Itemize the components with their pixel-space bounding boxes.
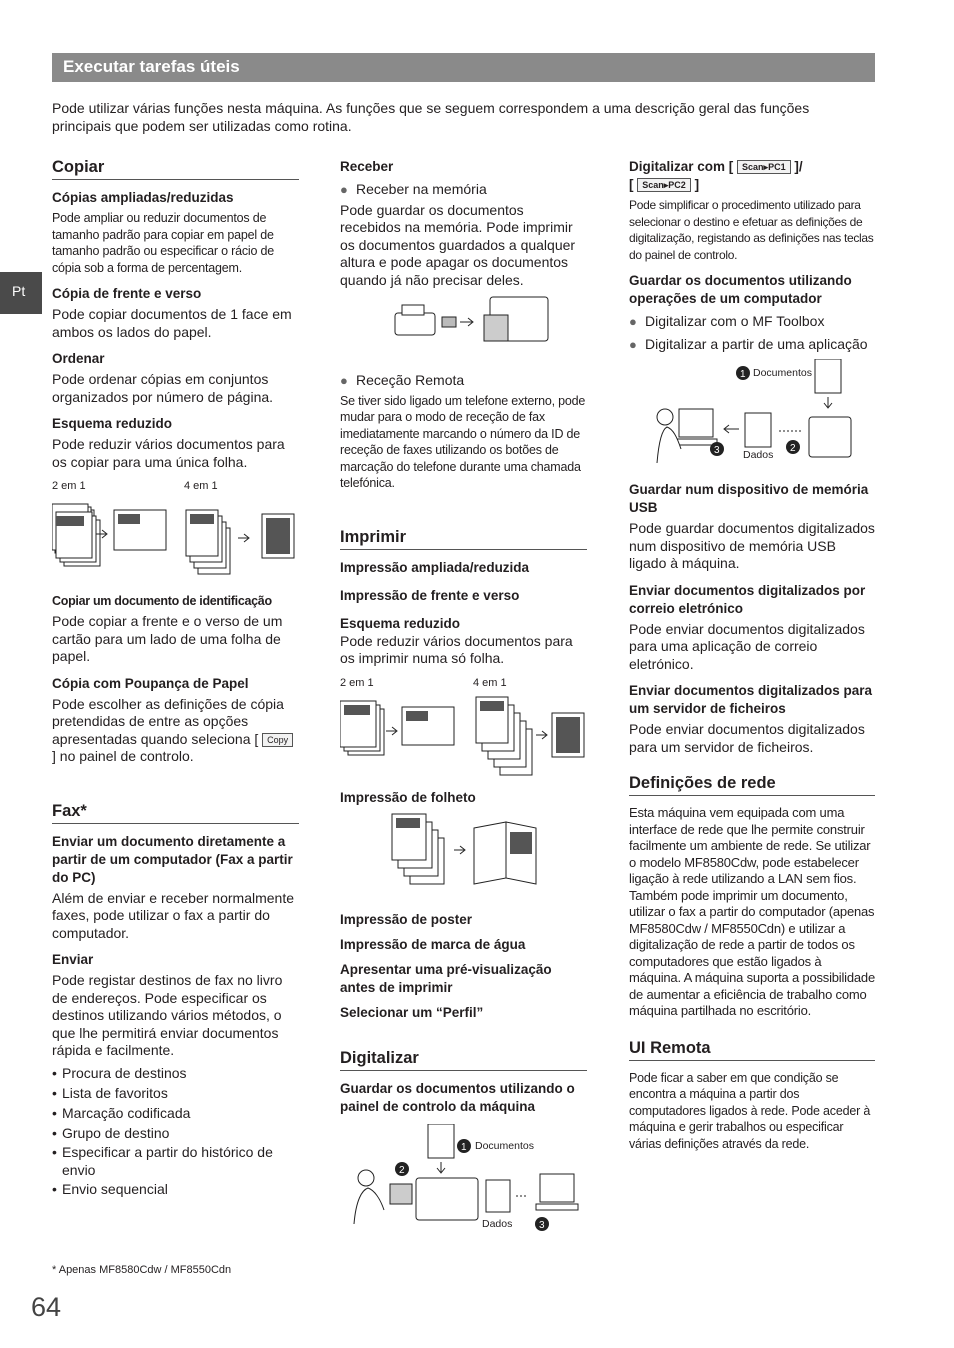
fax-bullet: • Grupo de destino [52,1123,299,1143]
receber-bullet-2: ● Receção Remota [340,372,587,390]
language-label: Pt [12,283,26,299]
scan-pc-title-d: ] [694,177,700,192]
fax-s2-text: Pode registar destinos de fax no livro de endereços. Pode especificar os destinos utilizando vários métodos, o que lhe permitirá enviar documentos rápida e facilmente. [52,972,283,1058]
scan-pc1-button-icon [737,160,791,174]
copiar-s3-text: Pode ordenar cópias em conjuntos organizados por número de página. [52,371,274,405]
label-documentos: Documentos [475,1139,534,1152]
copiar-s4-title: Esquema reduzido [52,416,173,431]
email-text: Pode enviar documentos digitalizados para uma aplicação de correio eletrónico. [629,620,865,672]
guardar-pc-bullet-1: ● Digitalizar com o MF Toolbox [629,313,875,331]
scan-pc-title-c: [ [629,177,634,192]
email-title: Enviar documentos digitalizados por correio eletrónico [629,582,866,616]
layout-diagram [52,494,299,584]
imprimir-s7: Apresentar uma pré-visualização antes de imprimir [340,961,552,995]
fax-bullet: • Especificar a partir do histórico de envio [52,1143,299,1179]
scan-panel-diagram [340,1124,587,1234]
scan-pc-title [629,158,875,194]
imprimir-s2: Impressão de frente e verso [340,587,520,603]
svg-text:1: 1 [461,1141,467,1153]
copy-button-label: Copy [267,734,289,745]
imprimir-s3-text: Pode reduzir vários documentos para os imprimir numa só folha. [340,632,573,666]
copiar-s2-title: Cópia de frente e verso [52,286,202,301]
copiar-s1-title: Cópias ampliadas/reduzidas [52,190,234,205]
fax-s2-title: Enviar [52,952,94,967]
digitalizar-s1: Guardar os documentos utilizando o painel de controlo da máquina [340,1080,575,1114]
imprimir-heading: Imprimir [340,528,587,550]
scan-panel-illustration [340,1124,587,1234]
copiar-heading: Copiar [52,158,299,180]
receber-b1-text: Pode guardar os documentos recebidos na memória. Pode imprimir os documentos guardados a qualquer altura e pode apagar os documentos quando já não precisar deles. [340,201,576,288]
fax-bullet: • Procura de destinos [52,1063,299,1083]
digitalizar-heading: Digitalizar [340,1049,587,1071]
receber-bullet-1: ● Receber na memória [340,181,587,199]
label-documentos: Documentos [753,367,812,379]
svg-text:3: 3 [714,445,720,456]
label-2em1: 2 em 1 [52,480,86,492]
imprimir-s6: Impressão de marca de água [340,936,526,952]
imprimir-s1: Impressão ampliada/reduzida [340,559,530,575]
language-tab [0,272,42,314]
fax-receive-illustration [340,293,587,361]
copiar-s3-title: Ordenar [52,351,105,366]
imprimir-s4: Impressão de folheto [340,789,476,805]
copiar-s4-text: Pode reduzir vários documentos para os copiar para uma única folha. [52,436,285,470]
copiar-s2-text: Pode copiar documentos de 1 face em ambos os lados do papel. [52,306,292,340]
fax-s1-title: Enviar um documento diretamente a partir de um computador (Fax a partir do PC) [52,833,293,885]
copiar-s6-title: Cópia com Poupança de Papel [52,675,249,691]
page-number: 64 [31,1292,62,1322]
column-3 [629,158,875,1161]
scan-pc2-button-icon [637,178,691,192]
svg-text:3: 3 [539,1219,545,1231]
scan-pc-title-a: Digitalizar com [ [629,159,734,174]
copiar-s5-text: Pode copiar a frente e o verso de um cartão para um lado de uma folha de papel. [52,613,283,664]
svg-text:1: 1 [740,369,746,380]
column-2 [340,158,587,1234]
receber-title: Receber [340,159,394,174]
label-dados: Dados [743,449,774,461]
copiar-s6-text [52,696,299,766]
servidor-text: Pode enviar documentos digitalizados para um servidor de ficheiros. [629,721,865,755]
ui-text: Pode ficar a saber em que condição se encontra a máquina a partir dos computadores ligados à rede. Pode aceder à máquina e gerir trabalhos ou especificar várias definições através da rede. [629,1070,871,1151]
receber-b2-text: Se tiver sido ligado um telefone externo, pode mudar para o modo de receção de fax imediatamente marcando o número da ID de receção de faxes utilizando os botões de marcação do telefone durante uma chamada telefónica. [340,393,586,490]
scan-pc-illustration [629,359,875,471]
print-layout-illustration [340,677,587,789]
section-title: Executar tarefas úteis [63,57,240,76]
guardar-pc-title: Guardar os documentos utilizando operações de um computador [629,273,852,306]
scan-pc1-label: Scan▸PC1 [742,162,786,172]
print-diagram [340,691,587,787]
imprimir-s5: Impressão de poster [340,911,473,927]
footnote: * Apenas MF8580Cdw / MF8550Cdn [52,1264,232,1276]
fax-bullet: • Marcação codificada [52,1103,299,1123]
scan-pc-title-b: ]/ [794,159,803,174]
section-banner [52,53,875,82]
fax-bullet: • Envio sequencial [52,1179,299,1199]
rede-text: Esta máquina vem equipada com uma interface de rede que lhe permite construir facilmente um ambiente de rede. Se utilizar o modelo MF8580Cdw, pode estabelecer ligação à rede utilizando a LAN sem fios. Também pode imprimir um documento, utilizar o fax a partir do computador (apenas MF8580Cdw / MF8550Cdn) e utilizar a digitalização de rede a partir de todos os computadores que estão ligados à máquina. A máquina suporta a possibilidade de aumentar a eficiência de trabalho como máquina partilhada no escritório. [629,805,875,1018]
label-2em1: 2 em 1 [340,676,374,689]
s6-text-b: ] no painel de controlo. [52,748,194,764]
column-1 [52,158,299,1199]
guardar-pc-bullet-2: ● Digitalizar a partir de uma aplicação [629,336,875,354]
label-dados: Dados [482,1217,513,1230]
intro-text: Pode utilizar várias funções nesta máquina. As funções que se seguem correspondem a uma descrição geral das funções principais que podem ser utilizadas como rotina. [52,100,810,134]
imprimir-s8: Selecionar um “Perfil” [340,1004,484,1020]
s6-bracket: [ [254,730,259,747]
label-4em1: 4 em 1 [184,480,218,492]
copy-button-icon [262,733,293,747]
usb-title: Guardar num dispositivo de memória USB [629,482,869,515]
copiar-s1-text: Pode ampliar ou reduzir documentos de tamanho padrão para copiar em papel de tamanho padrão ou especificar o rácio de cópia sob a forma de percentagem. [52,211,275,275]
scan-pc-text: Pode simplificar o procedimento utilizado para selecionar o destino e efetuar as definições de digitalização, registando as definições nas teclas do painel de controlo. [629,198,874,262]
fax-bullet: • Lista de favoritos [52,1083,299,1103]
s6-text-a: Pode escolher as definições de cópia pretendidas de entre as opções apresentadas quando seleciona [52,695,284,747]
copy-layout-illustration [52,480,299,584]
svg-text:2: 2 [790,443,796,454]
rede-heading: Definições de rede [629,774,875,796]
ui-heading: UI Remota [629,1039,875,1061]
servidor-title: Enviar documentos digitalizados para um servidor de ficheiros [629,683,873,716]
svg-text:2: 2 [399,1164,405,1176]
booklet-illustration [340,810,587,898]
label-4em1: 4 em 1 [473,676,507,689]
fax-heading: Fax* [52,802,299,824]
copiar-s5-title: Copiar um documento de identificação [52,594,272,608]
scan-pc2-label: Scan▸PC2 [642,180,686,190]
fax-s1-text: Além de enviar e receber normalmente faxes, pode utilizar o fax a partir do computador. [52,889,295,941]
usb-text: Pode guardar documentos digitalizados num dispositivo de memória USB ligado à máquina. [629,520,875,571]
imprimir-s3: Esquema reduzido [340,615,461,631]
